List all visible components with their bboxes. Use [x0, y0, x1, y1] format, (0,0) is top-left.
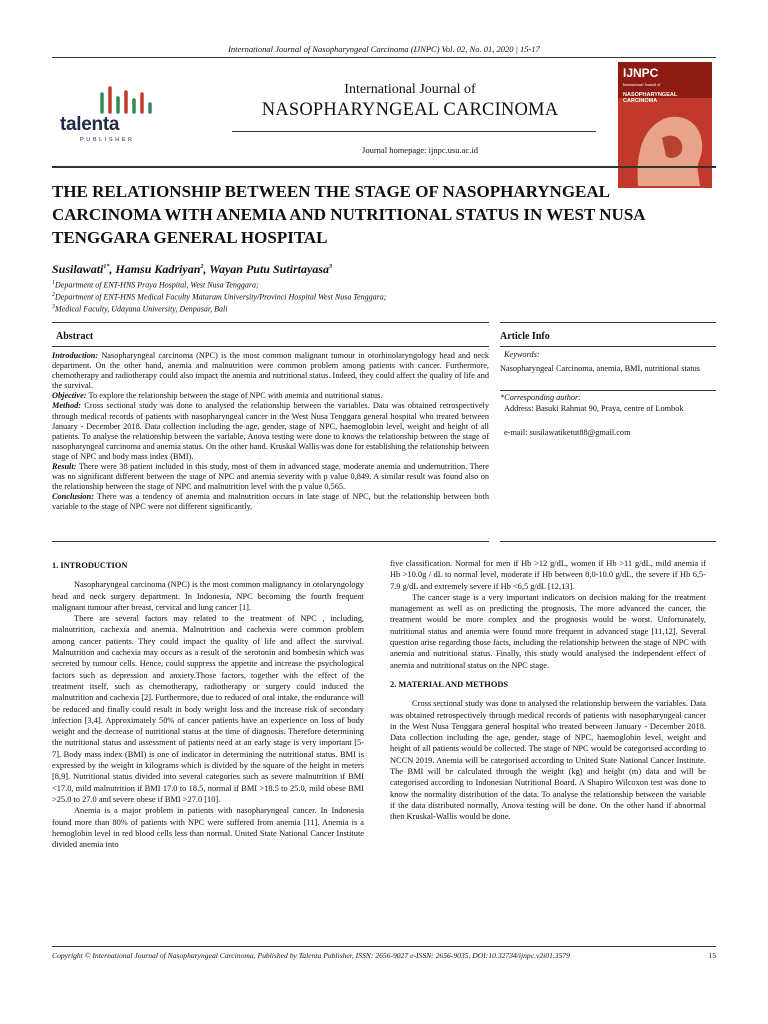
abstract-heading: Abstract [56, 331, 94, 342]
journal-cover [618, 62, 712, 188]
cover-abbr: IJNPC [623, 66, 659, 80]
cover-subtitle: International Journal of [623, 82, 661, 87]
title-top-rule [52, 166, 716, 168]
logo-subtext: PUBLISHER [80, 137, 135, 143]
paragraph: Nasopharyngeal carcinoma (NPC) is the most common malignancy in otolaryngology head and neck surgery department. In Indonesia, NPC becoming the fourth frequent malignant tumour after breast, cervical and lung cancer [1]. [52, 580, 364, 612]
keywords: Nasopharyngeal Carcinoma, anemia, BMI, nutritional status [500, 364, 700, 373]
corresponding-address: Address: Basuki Rahmat 90, Praya, centre of Lombok [504, 404, 684, 413]
affiliation: $^2$Department of ENT-HNS Medical Faculty Mataram University/Provinci Hospital West Nusa Tenggara; [52, 292, 387, 302]
author-name: Hamsu Kadriyan [115, 262, 201, 276]
body-column-left [52, 560, 364, 850]
author-sup: 2 [200, 264, 204, 270]
abstract-result: Result: There were 38 patient included in this study, most of them in advanced stage, moderate anemia and undernutrition. There was no significant different between the stage of NPC and anemia severity with p value 0,849. A similar result was found also on the relationship between the stage of NPC and malnutrition level with the p value 0,565. [52, 462, 489, 492]
author-sup: 1* [103, 264, 110, 270]
corresponding-email[interactable]: e-mail: susilawatiketut88@gmail.com [504, 428, 631, 437]
info-head-rule [500, 346, 716, 347]
abstract-intro: Introduction: Nasopharyngeal carcinoma (NPC) is the most common malignant tumour in otorhinolaryngology head and neck department. On the other hand, anemia and malnutrition were common problem among patients with cancer. Furthermore, chemotherapy and radiotherapy could also impact the anemia and nutritional status. Indeed, they could affect the quality of life and the survival. [52, 351, 489, 391]
corresponding-label: *Corresponding author: [500, 393, 582, 402]
article-title: THE RELATIONSHIP BETWEEN THE STAGE OF NASOPHARYNGEAL CARCINOMA WITH ANEMIA AND NUTRITIONAL STATUS IN WEST NUSA TENGGARA GENERAL HOSPITAL [52, 182, 645, 247]
section-heading-introduction: 1. INTRODUCTION [52, 561, 128, 570]
paragraph: There are several factors may related to the treatment of NPC , including, malnutrition, cachexia and anemia. Malnutrition and cachexia were common problem among cancer patients. They could impact the quality of life and affect the survival. Malnutrition and cachexia may occurs as a result of the serotonin and bombesin which was secreted by tumour cells. Hence, could suppress the appetite and increase the psychological factors such as depression and anxiety.Those factors, together with the effect of the treatment itself, such as chemotherapy, radiotherapy or surgery could induced the malnutrition and cachexia [2]. Furthermore, due to reduced of oral intake, the endurance will be reduced and finally could result in body weight loss and the increase risk of secondary infection [3,4]. Approximately 50% of cancer patients have an experience on loss of body weight and the decrease of nutritional status at the time of diagnosis. Therefore determining the nutritional status and assessment of patients need at an early stage is very important [5-7]. Body mass index (BMI) is one of indicator in determining the nutritional status. BMI is expressed by the weight in kilograms which is divided by the square of the height in meters [8,9]. Nutritional status divided into several categories such as severe malnutrition if BMI <17.0, mild malnutrition if BMI 17.0 to 18.5, normal if BMI >18.5 to 25.0, mild obese BMI >25.0 to 27.0 and severe obese if BMI >27.0 [10]. [52, 614, 364, 804]
journal-prefix: International Journal of [344, 82, 476, 97]
author-name: Susilawati [52, 262, 104, 276]
footer-rule [52, 946, 716, 947]
logo-wordmark: talenta [60, 114, 120, 135]
head-silhouette-icon [618, 98, 712, 188]
section-heading-methods: 2. MATERIAL AND METHODS [390, 679, 509, 689]
paragraph: The cancer stage is a very important indicators on decision making for the treatment management as well as on predicting the prognosis. The more advanced the cancer, the treatment would be more complex and the prognosis would be worst. Unfortunately, nutritional status and anemia were found more frequent in advanced stage [11,12]. Several question arise regarding those facts, including the relationship between the stage of NPC with anemia and nutritional status. Finally, this study would analysed the independent effect of anemia and nutritional status on the NPC stage. [390, 592, 706, 670]
author-list: Susilawati$^{1*}$, Hamsu Kadriyan$^2$, Wayan Putu Sutirtayasa$^3$ [52, 262, 332, 276]
running-head: International Journal of Nasopharyngeal Carcinoma (IJNPC) Vol. 02, No. 01, 2020 | 15-17 [228, 44, 540, 54]
journal-homepage[interactable]: Journal homepage: ijnpc.usu.ac.id [362, 145, 478, 155]
affiliation: $^1$Department of ENT-HNS Praya Hospital, West Nusa Tenggara; [52, 280, 259, 290]
abstract-bottom-rule [52, 541, 489, 542]
abstract-method: Method: Cross sectional study was done to analysed the relationship between the variables. Data was obtained retrospectively through medical records of patients with nasopharyngeal cancer in the West Nusa Tenggara general hospital who treated between January - December 2018. Data collection including the age, gender, stage of NPC, haemoglobin level, weight and height of all patients. To analyse the relationship between the variable, Anova testing were done to knows the relationship between the stage of nasopharyngeal carcinoma and anemia status. On the other hand. Kruskal Wallis was done for establishing the relationship between stage of NPC and body mass index (BMI). [52, 401, 489, 461]
affiliation: $^3$Medical Faculty, Udayana University, Denpasar, Bali [52, 304, 228, 314]
cover-name: NASOPHARYNGEAL CARCINOMA [623, 92, 678, 104]
abstract-body [52, 351, 489, 513]
author-sup: 3 [329, 264, 332, 270]
keywords-label: Keywords: [504, 350, 540, 359]
journal-name: NASOPHARYNGEAL CARCINOMA [261, 100, 559, 120]
paragraph: Cross sectional study was done to analysed the relationship between the variables. Data was obtained retrospectively through medical records of patients with nasopharyngeal cancer in the West Nusa Tenggara general hospital who treated between January - December 2018. Data collection including the age, gender, stage of NPC, haemoglobin level, weight and height of all patients would be collected. The stage of NPC would be categorised according to NCCN 2019. Anemia will be categorised according to United State National Cancer Institute. The BMI will be calculated through the weight (kg) and height (m) data and will be categorised according to Indonesian Nutritional Board. A Shapiro Wilcoxon test was done to know the normality distribution of the data. To analyse the relationship between the variable if the data distributed normally, Anova testing will be done. On the other hand if abnormal then Kruskal-Wallis would be done. [390, 699, 706, 822]
abstract-head-rule [52, 346, 489, 347]
author-name: Wayan Putu Sutirtayasa [209, 262, 329, 276]
info-top-rule [500, 322, 716, 323]
article-info-heading: Article Info [500, 331, 550, 342]
page-number: 15 [708, 951, 716, 960]
abstract-conclusion: Conclusion: There was a tendency of anemia and malnutrition occurs in late stage of NPC, but the relationship between both variable to the stage of NPC were not different significantly. [52, 492, 489, 512]
abstract-top-rule [52, 322, 489, 323]
paragraph: Anemia is a major problem in patients with nasopharyngeal cancer. In Indonesia found more than 80% of patients with NPC were suffered from anemia [11]. Anemia is a hemoglobin level in red blood cells less than normal. United State National Cancer Institute divided anemia into [52, 806, 364, 850]
info-mid-rule [500, 390, 716, 391]
copyright-notice: Copyright © International Journal of Nasopharyngeal Carcinoma, Published by Talenta Publisher, ISSN: 2656-9027 e-ISSN: 2656-9035, DOI:10.32734/ijnpc.v2i01.3579 [52, 951, 570, 960]
publisher-logo [52, 80, 192, 152]
header-rule [52, 57, 716, 58]
masthead-rule [232, 131, 596, 132]
body-column-right [390, 558, 706, 823]
footer [52, 951, 716, 960]
abstract-objective: Objective: To explore the relationship between the stage of NPC with anemia and nutritional status. [52, 391, 383, 401]
info-bottom-rule [500, 541, 716, 542]
paragraph: five classification. Normal for men if Hb >12 g/dL, women if Hb >11 g/dL, mild anemia if Hb >10.0g / dL to normal level, moderate if Hb between 8.0-10.0 g/dL, the severe if Hb 6,5-7.9 g/dL and extremely severe if Hb <6,5 g/dL [12,13]. [390, 559, 706, 591]
